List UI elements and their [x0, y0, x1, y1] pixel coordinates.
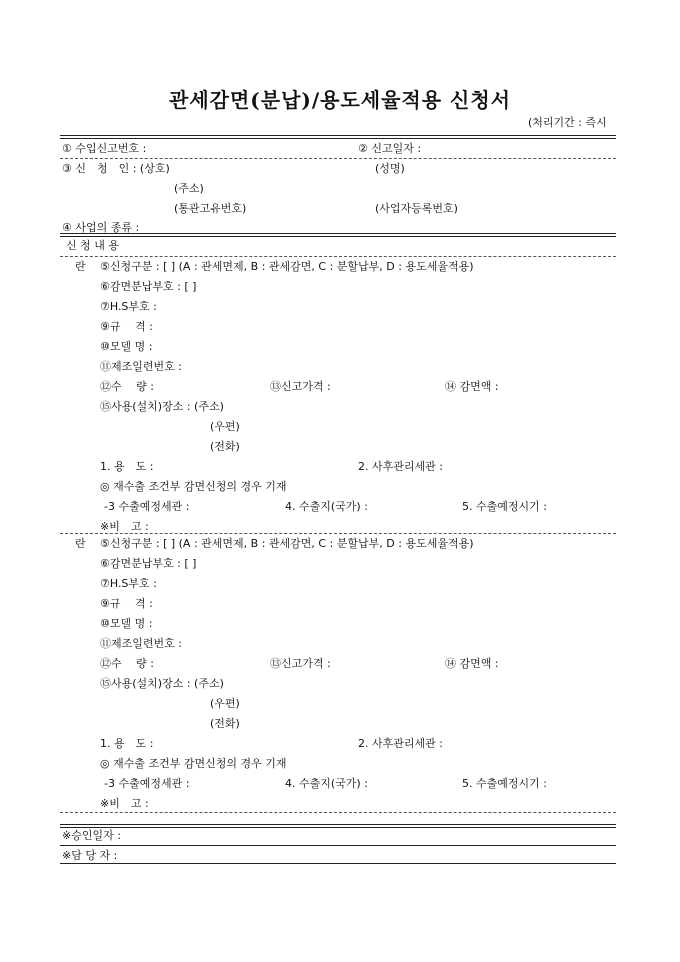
divider — [60, 158, 616, 159]
column-label: 란 — [75, 537, 86, 550]
reduction-code: ⑥감면분납부호 : [ ] — [100, 280, 197, 293]
footer-rule-2 — [60, 827, 616, 828]
use-place: ⑮사용(설치)장소 : (주소) — [100, 400, 224, 413]
processing-period: (처리기간 : 즉시 — [528, 116, 607, 129]
applicant-address: (주소) — [174, 182, 204, 195]
quantity: ⑫수 량 : — [100, 380, 154, 393]
applicant-name: (성명) — [375, 162, 405, 175]
export-customs: -3 수출예정세관 : — [104, 500, 190, 513]
section-rule — [60, 233, 616, 234]
officer: ※담 당 자 : — [62, 849, 118, 862]
serial-no: ⑪제조일련번호 : — [100, 360, 182, 373]
export-country: 4. 수출지(국가) : — [285, 777, 368, 790]
reduction-code: ⑥감면분납부호 : [ ] — [100, 557, 197, 570]
model-name: ⑩모델 명 : — [100, 617, 153, 630]
usage: 1. 용 도 : — [100, 460, 154, 473]
divider — [60, 812, 616, 813]
remarks: ※비 고 : — [100, 520, 149, 533]
phone: (전화) — [210, 717, 240, 730]
section-rule-2 — [60, 236, 616, 237]
customs-id: (통관고유번호) — [174, 202, 247, 215]
applicant-label: ③ 신 청 인 : (상호) — [62, 162, 170, 175]
export-time: 5. 수출예정시기 : — [462, 500, 547, 513]
export-time: 5. 수출예정시기 : — [462, 777, 547, 790]
document-title: 관세감면(분납)/용도세율적용 신청서 — [169, 88, 511, 112]
divider — [60, 533, 616, 534]
declared-price: ⑬신고가격 : — [270, 380, 331, 393]
divider — [60, 256, 616, 257]
spec: ⑨규 격 : — [100, 597, 153, 610]
top-rule — [60, 135, 616, 136]
reexport-note: ◎ 재수출 조건부 감면신청의 경우 기재 — [100, 480, 287, 493]
top-rule-2 — [60, 138, 616, 139]
business-type: ④ 사업의 종류 : — [62, 221, 140, 234]
phone: (전화) — [210, 440, 240, 453]
hs-code: ⑦H.S부호 : — [100, 300, 157, 313]
quantity: ⑫수 량 : — [100, 657, 154, 670]
declared-price: ⑬신고가격 : — [270, 657, 331, 670]
column-label: 란 — [75, 260, 86, 273]
post-customs: 2. 사후관리세관 : — [358, 460, 443, 473]
bottom-rule — [60, 863, 616, 864]
spec: ⑨규 격 : — [100, 320, 153, 333]
export-country: 4. 수출지(국가) : — [285, 500, 368, 513]
hs-code: ⑦H.S부호 : — [100, 577, 157, 590]
serial-no: ⑪제조일련번호 : — [100, 637, 182, 650]
footer-rule — [60, 824, 616, 825]
business-reg-no: (사업자등록번호) — [375, 202, 458, 215]
section-label: 신 청 내 용 — [66, 239, 119, 252]
apply-type: ⑤신청구분 : [ ] (A : 관세면제, B : 관세감면, C : 분할납부, D : 용도세율적용) — [100, 260, 474, 273]
import-declaration-no: ① 수입신고번호 : — [62, 142, 147, 155]
usage: 1. 용 도 : — [100, 737, 154, 750]
reexport-note: ◎ 재수출 조건부 감면신청의 경우 기재 — [100, 757, 287, 770]
post-customs: 2. 사후관리세관 : — [358, 737, 443, 750]
use-place: ⑮사용(설치)장소 : (주소) — [100, 677, 224, 690]
reduction-amount: ⑭ 감면액 : — [445, 657, 499, 670]
approval-date: ※승인일자 : — [62, 829, 121, 842]
reduction-amount: ⑭ 감면액 : — [445, 380, 499, 393]
postal: (우편) — [210, 697, 240, 710]
postal: (우편) — [210, 420, 240, 433]
remarks: ※비 고 : — [100, 797, 149, 810]
export-customs: -3 수출예정세관 : — [104, 777, 190, 790]
apply-type: ⑤신청구분 : [ ] (A : 관세면제, B : 관세감면, C : 분할납부, D : 용도세율적용) — [100, 537, 474, 550]
model-name: ⑩모델 명 : — [100, 340, 153, 353]
divider — [60, 845, 616, 846]
report-date: ② 신고일자 : — [358, 142, 422, 155]
